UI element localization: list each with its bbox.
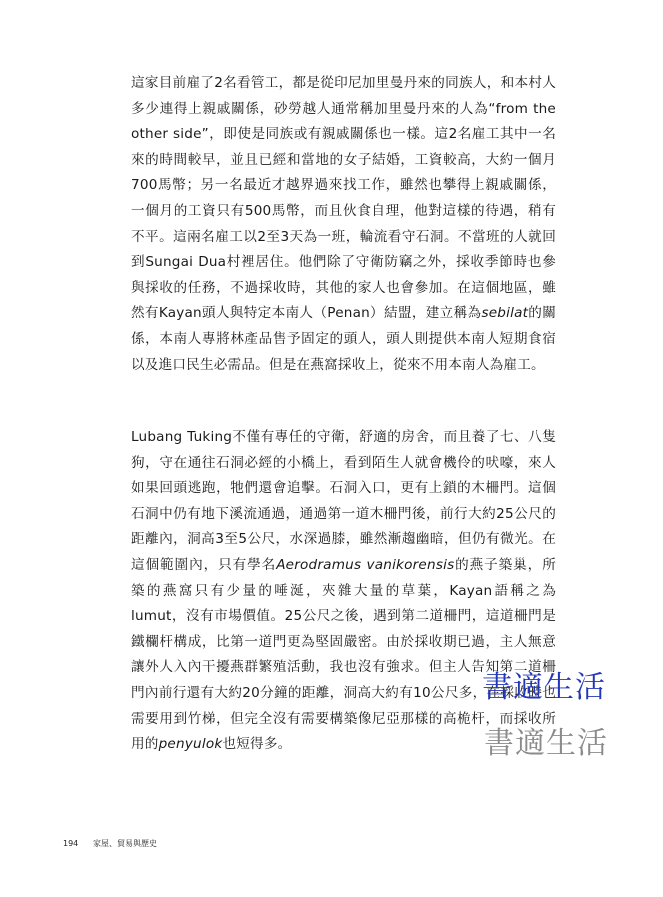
text-run: 這家目前雇了2名看管工，都是從印尼加里曼丹來的同族人，和本村人多少連得上親戚關係，砂勞越人通常稱加里曼丹來的人為“from the other side”，即使是同族或有親戚關係也一樣。這2名雇工其中一名來的時間較早，並且已經和當地的女子結婚，工資較高，大約一個月700馬幣；另一名最近才越界過來找工作，雖然也攀得上親戚關係，一個月的工資只有500馬幣，而且伙食自理，他對這樣的待遇，稍有不平。這兩名雇工以2至3天為一班，輪流看守石洞。不當班的人就回到Sungai Dua村裡居住。他們除了守衛防竊之外，採收季節時也參與採收的任務，不過採收時，其他的家人也會參加。在這個地區，雖然有Kayan頭人與特定本南人（Penan）結盟，建立稱為 bbox=[131, 75, 556, 322]
text-run: 的關係，本南人專將林產品售予固定的頭人，頭人則提供本南人短期食宿以及進口民生必需品。但是在燕窩採收上，從來不用本南人為雇工。 bbox=[131, 305, 556, 373]
text-run: Lubang Tuking不僅有專任的守衛，舒適的房舍，而且養了七、八隻狗，守在通往石洞必經的小橋上，看到陌生人就會機伶的吠嚎，來人如果回頭逃跑，牠們還會追擊。石洞入口，更有上鎖的木柵門。這個石洞中仍有地下溪流通過，通過第一道木柵門後，前行大約25公尺的距離內，洞高3至5公尺，水深過膝，雖然漸趨幽暗，但仍有微光。在這個範圍內，只有學名 bbox=[131, 429, 556, 573]
paragraph-text bbox=[131, 71, 556, 378]
page-footer bbox=[63, 839, 157, 849]
watermark-blue: 書適生活 bbox=[482, 670, 606, 705]
paragraph-text bbox=[131, 425, 556, 758]
italic-term: penyulok bbox=[158, 736, 223, 753]
page-number: 194 bbox=[63, 839, 79, 848]
running-title: 家屋、貿易與歷史 bbox=[93, 839, 157, 848]
italic-term: sebilat bbox=[481, 305, 529, 322]
paragraph-1 bbox=[131, 71, 556, 378]
watermark-gray: 書適生活 bbox=[484, 726, 608, 761]
paragraph-2 bbox=[131, 425, 556, 758]
text-run: 也短得多。 bbox=[222, 736, 292, 753]
italic-term: Aerodramus vanikorensis bbox=[276, 556, 455, 573]
text-run: 的燕子築巢，所築的燕窩只有少量的唾涎，夾雜大量的草葉，Kayan語稱之為lumut，沒有市場價值。25公尺之後，遇到第二道柵門，這道柵門是鐵欄杆構成，比第一道門更為堅固嚴密。由於採收期已過，主人無意讓外人入內干擾燕群繁殖活動，我也沒有強求。但主人告知第二道柵門內前行還有大約20分鐘的距離，洞高大約有10公尺多，在採收時也需要用到竹梯，但完全沒有需要構築像尼亞那樣的高桅杆，而採收所用的 bbox=[131, 556, 556, 753]
